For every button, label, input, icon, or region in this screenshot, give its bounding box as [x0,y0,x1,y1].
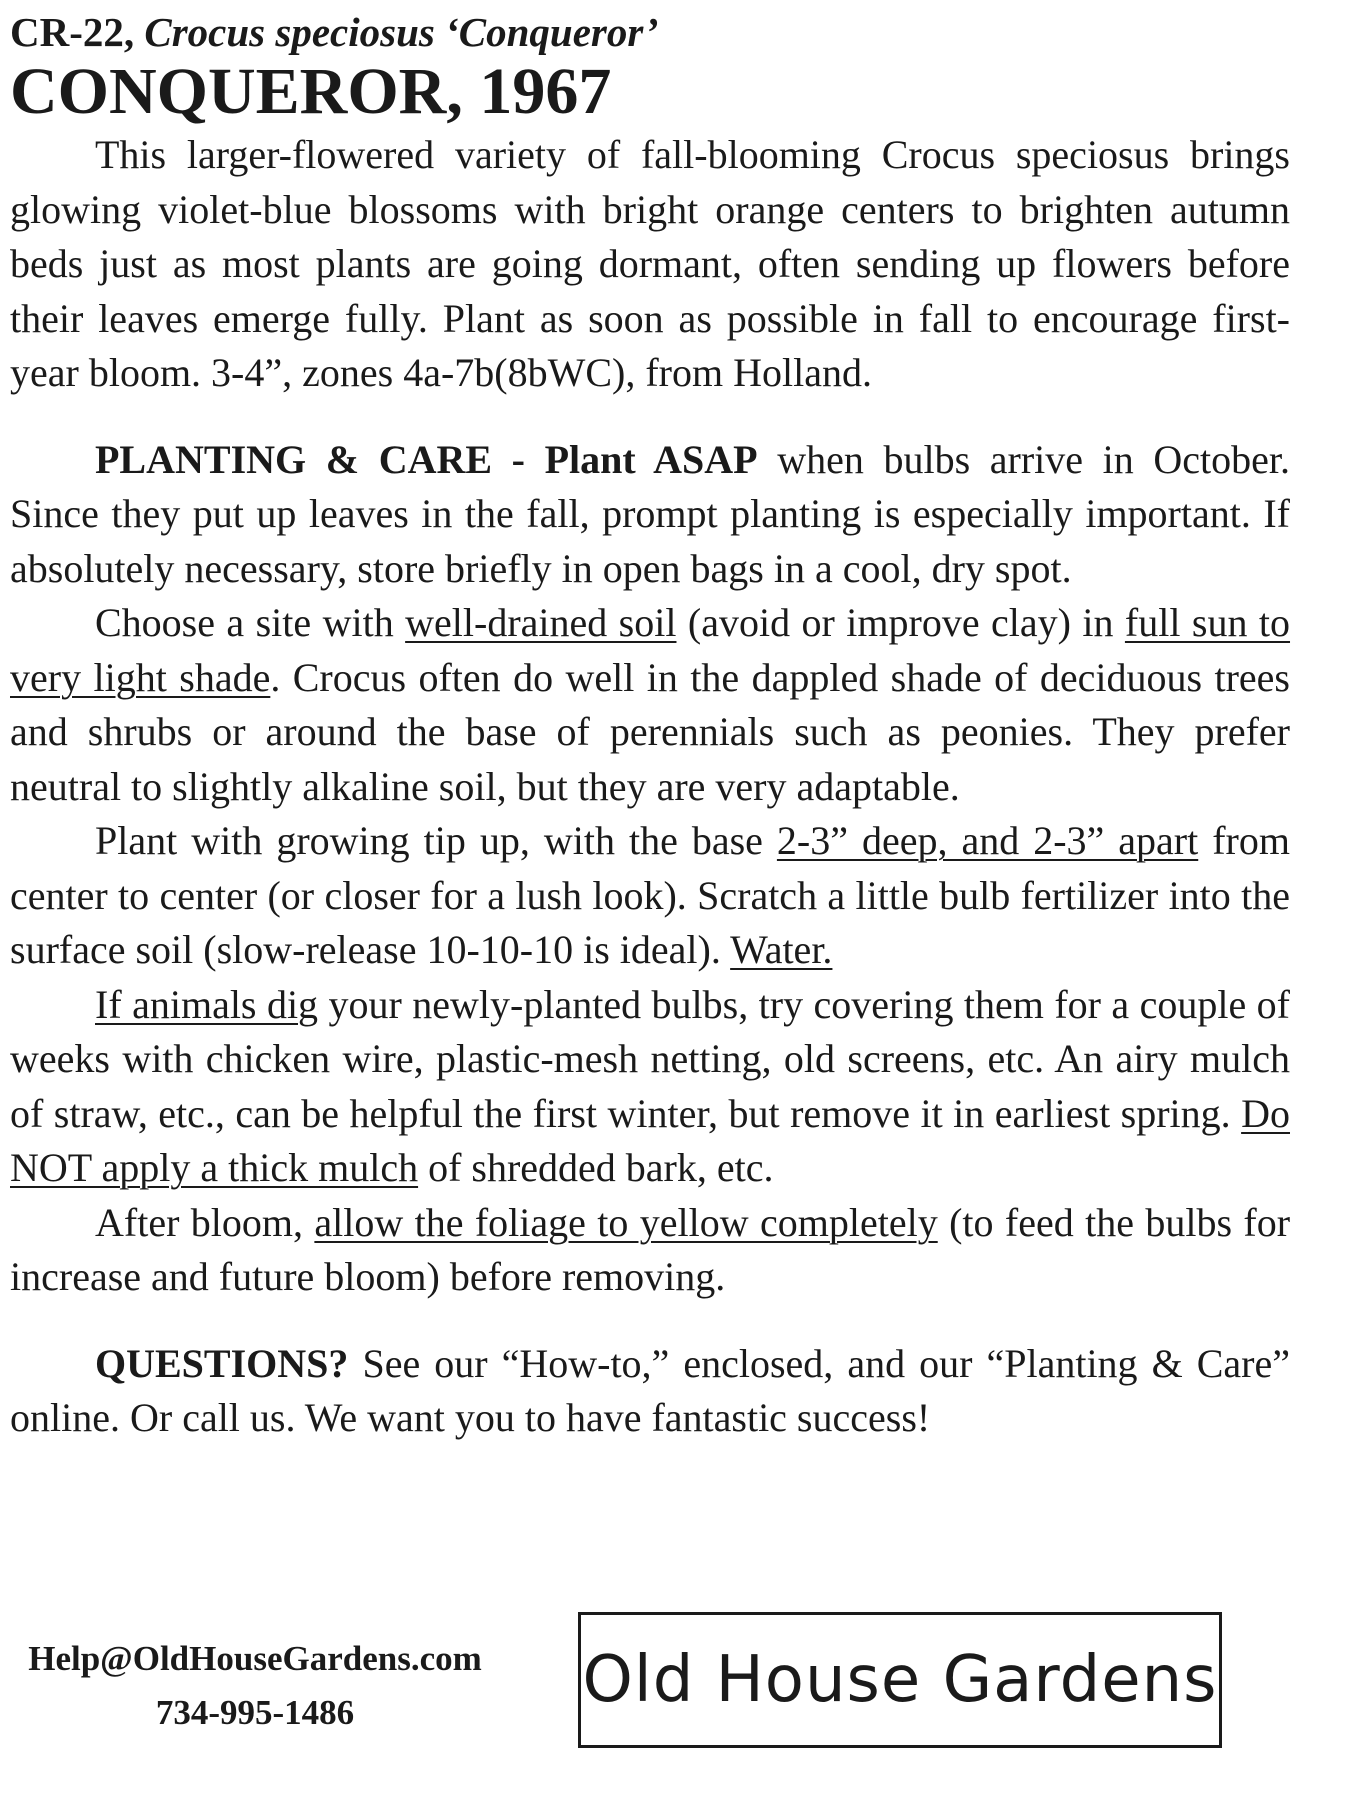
p3-text-b: from center to center (or closer for a lush look). Scratch a little bulb fertilizer into the surface soil (slow-release 10-10-10 is ideal). [10,818,1290,972]
p5-text-a: After bloom, [95,1199,315,1245]
product-code: CR-22, [10,9,135,55]
questions-heading: QUESTIONS? [95,1340,349,1386]
logo-box [578,1612,1222,1748]
planting-paragraph-5 [10,1196,1290,1305]
contact-block [10,1632,500,1740]
planting-p1-text: when bulbs arrive in October. Since they put up leaves in the fall, prompt planting is especially important. If absolutely necessary, store briefly in open bags in a cool, dry spot. [10,436,1290,591]
product-code-line [10,8,1290,56]
p2-underline-soil: well-drained soil [405,600,677,645]
planting-paragraph-2 [10,596,1290,814]
page-title: CONQUEROR, 1967 [10,55,612,128]
p4-underline-mulch: Do NOT apply a thick mulch [10,1090,1290,1190]
botanical-name: Crocus speciosus ‘Conqueror’ [144,9,659,55]
p2-underline-sun: full sun to very light shade [10,600,1291,700]
p4-text-a: your newly-planted bulbs, try covering them for a couple of weeks with chicken wire, plastic-mesh netting, old screens, etc. An airy mulch of straw, etc., can be helpful the first winter, but remove it in earliest spring. [10,981,1291,1136]
p2-text-b: (avoid or improve clay) in [676,600,1125,645]
care-sheet [10,8,1290,1446]
planting-paragraph-3 [10,814,1290,978]
brand-logo: Old House Gardens [582,1643,1218,1717]
p3-underline-water: Water. [730,927,833,972]
questions-text: See our “How-to,” enclosed, and our “Planting & Care” online. Or call us. We want you to have fantastic success! [10,1340,1290,1440]
planting-heading: PLANTING & CARE - Plant ASAP [95,436,758,482]
p4-underline-animals: If animals dig [95,981,319,1027]
planting-paragraph-4 [10,978,1290,1196]
p4-text-b: of shredded bark, etc. [418,1145,774,1190]
p3-underline-depth: 2-3” deep, and 2-3” apart [776,818,1199,863]
p3-text-a: Plant with growing tip up, with the base [95,818,777,863]
p2-text-a: Choose a site with [95,600,406,645]
p5-underline-foliage: allow the foliage to yellow completely [314,1199,938,1245]
description-paragraph: This larger-flowered variety of fall-blooming Crocus speciosus brings glowing violet-blue blossoms with bright orange centers to brighten autumn beds just as most plants are going dormant, often sending up flowers before their leaves emerge fully. Plant as soon as possible in fall to encourage first-year bloom. 3-4”, zones 4a-7b(8bWC), from Holland. [10,132,1290,395]
phone-number: 734-995-1486 [155,1693,355,1732]
questions-paragraph [10,1337,1290,1446]
email-link[interactable]: Help@OldHouseGardens.com [28,1639,482,1678]
p5-text-b: (to feed the bulbs for increase and future bloom) before removing. [10,1199,1291,1299]
planting-paragraph-1 [10,433,1290,597]
p2-text-c: . Crocus often do well in the dappled shade of deciduous trees and shrubs or around the base of perennials such as peonies. They prefer neutral to slightly alkaline soil, but they are very adaptable. [10,654,1290,809]
